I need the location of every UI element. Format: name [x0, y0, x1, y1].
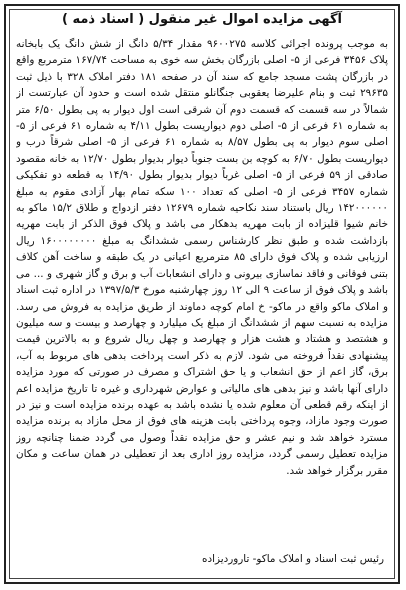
notice-frame [4, 4, 400, 584]
notice-body [16, 36, 388, 546]
notice-body-text: به موجب پرونده اجرائی کلاسه ۹۶۰۰۲۷۵ مقدار ۵/۳۴ دانگ از شش دانگ یک بابخانه پلاک ۳۴۵۶ فرعی از ۵- اصلی بازرگان بخش سه خوی به مساحت ۱۶۷/۷۴ مترمربع واقع در بازرگان پشت مسجد جامع که سند آن در صفحه ۱۸۱ دفتر املاک ۳۲۸ با ذیل ثبت ۲۹۶۳۵ ثبت و بنام علیرضا یعقوبی جنگانلو منتقل شده است و حدود آن عبارتست از شمالاً در سه قسمت که قسمت دوم آن شرقی است اول دیوار به پی بطول ۶/۵۰ متر به شماره ۶۱ فرعی از ۵- اصلی دوم دیواریست بطول ۴/۱۱ به شماره ۶۱ فرعی از ۵- اصلی سوم دیوار به پی بطول ۸/۵۷ به شماره ۶۱ فرعی از ۵- اصلی شرقاً درب و دیواریست بطول ۶/۷۰ به کوچه بن بست جنوباً دیوار بدیوار بطول ۱۲/۷۰ به خانه مقصود صادقی از ۵۹ فرعی از ۵- اصلی غرباً دیوار بدیوار بطول ۱۴/۹۰ به قطعه دو تفکیکی شماره ۳۴۵۷ فرعی از ۵- اصلی که تعداد ۱۰۰ سکه تمام بهار آزادی مقوم به مبلغ ۱۴۲۰۰۰۰۰۰ ریال باستناد سند نکاحیه شماره ۱۲۶۷۹ دفتر ازدواج و طلاق ۱۵/۲ ماکو به خانم شیوا قلیزاده از بابت مهریه بدهکار می باشد و پلاک فوق الذکر از بابت مهریه بازداشت شده و طبق نظر کارشناس رسمی ششدانگ به مبلغ ۱۶۰۰۰۰۰۰۰۰ ریال ارزیابی شده و پلاک فوق دارای ۸۵ مترمربع اعیانی در یک طبقه و ساخت آهن کلاف بتنی فوقانی و فاقد نماسازی بیرونی و دارای انشعابات آب و برق و گاز شهری و ... می باشد و پلاک فوق از ساعت ۹ الی ۱۲ روز چهارشنبه مورخ ۱۳۹۷/۵/۳ در اداره ثبت اسناد و املاک ماکو واقع در ماکو- خ امام کوچه دماوند از طریق مزایده به فروش می رسد. مزایده به نسبت سهم از ششدانگ از مبلغ یک میلیارد و چهارصد و بیست و سه میلیون و هشتصد و هشتاد و هشت هزار و چهارصد و چهل ریال شروع و به بالاترین قیمت پیشنهادی نقداً فروخته می شود. لازم به ذکر است پرداخت بدهی های مربوط به آب، برق، گاز اعم از حق انشعاب و یا حق اشتراک و مصرف در صورتی که مورد مزایده دارای آنها باشد و نیز بدهی های مالیاتی و عوارض شهرداری و غیره تا تاریخ مزایده اعم از اینکه رقم قطعی آن معلوم شده یا نشده باشد به عهده برنده مزایده است و نیز در صورت وجود مازاد، وجوه پرداختی بابت هزینه های فوق از محل مازاد به برنده مزایده مسترد خواهد شد و نیم عشر و حق مزایده نقداً وصول می گردد ضمنا چنانچه روز مزایده تعطیل رسمی گردد، مزایده روز اداری بعد از تعطیلی در همان ساعت و مکان مقرر برگزار خواهد شد. [16, 38, 388, 477]
notice-title: آگهی مزایده اموال غیر منقول ( اسناد ذمه ) [61, 12, 342, 27]
notice-signature: رئیس ثبت اسناد و املاک ماکو- تاروردیزاده [202, 553, 384, 565]
